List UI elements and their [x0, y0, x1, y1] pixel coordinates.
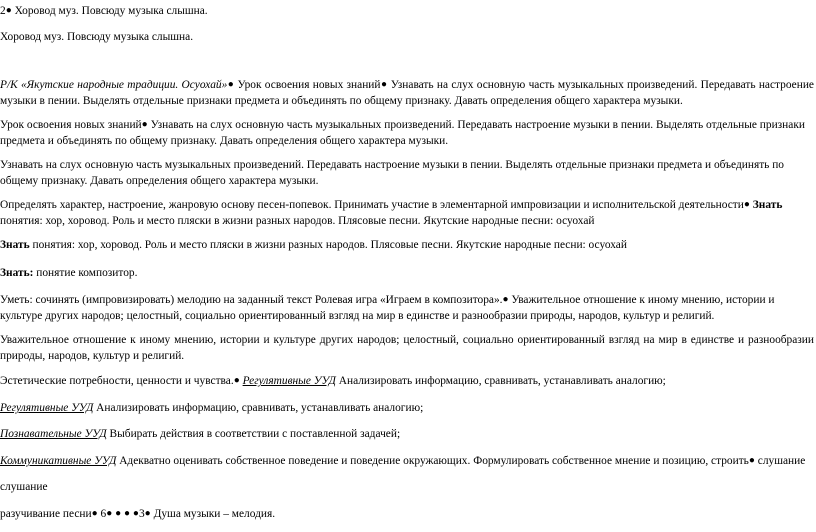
- regulative-label: Регулятивные УУД: [0, 402, 94, 414]
- regulative-text: Анализировать информацию, сравнивать, устанавливать аналогию;: [96, 402, 424, 414]
- cognitive-text: Выбирать действия в соответствии с поставленной задачей;: [109, 428, 401, 440]
- know-label: Знать:: [0, 267, 34, 279]
- paragraph-8: [0, 265, 814, 281]
- communicative-label: Коммуникативные УУД: [0, 455, 117, 467]
- lesson-title-repeat: Хоровод муз. Повсюду музыка слышна.: [0, 31, 194, 43]
- lesson-title-next: Душа музыки – мелодия.: [153, 508, 276, 520]
- personal-results: Уважительное отношение к иному мнению, истории и культуре других народов; целостный, социально ориентированный взгляд на мир в единстве и разнообразии природы, народов, культур и религий.: [0, 294, 775, 322]
- paragraph-15: [0, 479, 814, 495]
- activities-text: Определять характер, настроение, жанровую основу песен-попевок. Принимать участие в элементарной импровизации и исполнительской деятельности: [0, 199, 744, 211]
- know-text: понятие композитор.: [36, 267, 138, 279]
- bullet-icon: ●: [115, 508, 122, 519]
- know-label: Знать: [0, 239, 30, 251]
- paragraph-13: [0, 426, 814, 442]
- bullet-icon: ●: [743, 199, 750, 210]
- paragraph-11: [0, 373, 814, 389]
- song-learning-text: разучивание песни: [0, 508, 92, 520]
- paragraph-3: [0, 77, 814, 109]
- paragraph-10: [0, 332, 814, 364]
- know-label: Знать: [752, 199, 783, 211]
- know-text: понятия: хор, хоровод. Роль и место пляски в жизни разных народов. Плясовые песни. Якутские народные песни: осуохай: [32, 239, 627, 251]
- bullet-icon: ●: [106, 508, 113, 519]
- lesson-number: 3: [138, 508, 145, 520]
- bullet-icon: ●: [144, 508, 151, 519]
- lesson-title: Хоровод муз. Повсюду музыка слышна.: [14, 5, 208, 17]
- paragraph-1: [0, 3, 814, 19]
- lesson-goals: Узнавать на слух основную часть музыкальных произведений. Передавать настроение музыки в пении. Выделять отдельные признаки предмета и объединять по общему признаку. Давать определения общего характера музыки.: [0, 159, 785, 187]
- skills-text: Уметь: сочинять (импровизировать) мелодию на заданный текст Ролевая игра «Играем в композитора».: [0, 294, 503, 306]
- paragraph-9: [0, 292, 814, 324]
- regulative-label: Регулятивные УУД: [242, 375, 336, 387]
- paragraph-6: [0, 197, 814, 229]
- lesson-number: 2: [0, 5, 6, 17]
- bullet-icon: ●: [124, 508, 131, 519]
- personal-results: Уважительное отношение к иному мнению, истории и культуре других народов; целостный, социально ориентированный взгляд на мир в единстве и разнообразии природы, народов, культур и религий.: [0, 334, 814, 362]
- paragraph-14: [0, 453, 814, 469]
- lesson-type: Урок освоения новых знаний: [237, 79, 381, 91]
- lesson-type: Урок освоения новых знаний: [0, 119, 142, 131]
- paragraph-16: [0, 506, 814, 522]
- lesson-number: 6: [100, 508, 107, 520]
- paragraph-5: [0, 157, 814, 189]
- know-text: понятия: хор, хоровод. Роль и место пляски в жизни разных народов. Плясовые песни. Якутские народные песни: осуохай: [0, 215, 595, 227]
- bullet-icon: ●: [141, 119, 148, 130]
- bullet-icon: ●: [91, 508, 98, 519]
- paragraph-4: [0, 117, 814, 149]
- bullet-icon: ●: [380, 79, 388, 90]
- regulative-text: Анализировать информацию, сравнивать, устанавливать аналогию;: [338, 375, 666, 387]
- bullet-icon: ●: [5, 5, 12, 16]
- bullet-icon: ●: [132, 508, 139, 519]
- aesthetic-text: Эстетические потребности, ценности и чувства.: [0, 375, 234, 387]
- regional-component: Р/К «Якутские народные традиции. Осуохай»: [0, 79, 228, 91]
- bullet-icon: ●: [748, 455, 755, 466]
- cognitive-label: Познавательные УУД: [0, 428, 107, 440]
- lesson-goals: Узнавать на слух основную часть музыкальных произведений. Передавать настроение музыки в пении. Выделять отдельные признаки предмета и объединять по общему признаку. Давать определения общего характера музыки.: [0, 79, 814, 107]
- paragraph-7: [0, 237, 814, 253]
- listening-text: слушание: [757, 455, 806, 467]
- lesson-goals: Узнавать на слух основную часть музыкальных произведений. Передавать настроение музыки в пении. Выделять отдельные признаки предмета и объединять по общему признаку. Давать определения общего характера музыки.: [0, 119, 805, 147]
- paragraph-2: [0, 29, 814, 45]
- listening-text: слушание: [0, 481, 48, 493]
- communicative-text: Адекватно оценивать собственное поведение и поведение окружающих. Формулировать собственное мнение и позицию, строить: [119, 455, 749, 467]
- bullet-icon: ●: [227, 79, 235, 90]
- bullet-icon: ●: [502, 294, 509, 305]
- bullet-icon: ●: [233, 375, 240, 386]
- paragraph-12: [0, 400, 814, 416]
